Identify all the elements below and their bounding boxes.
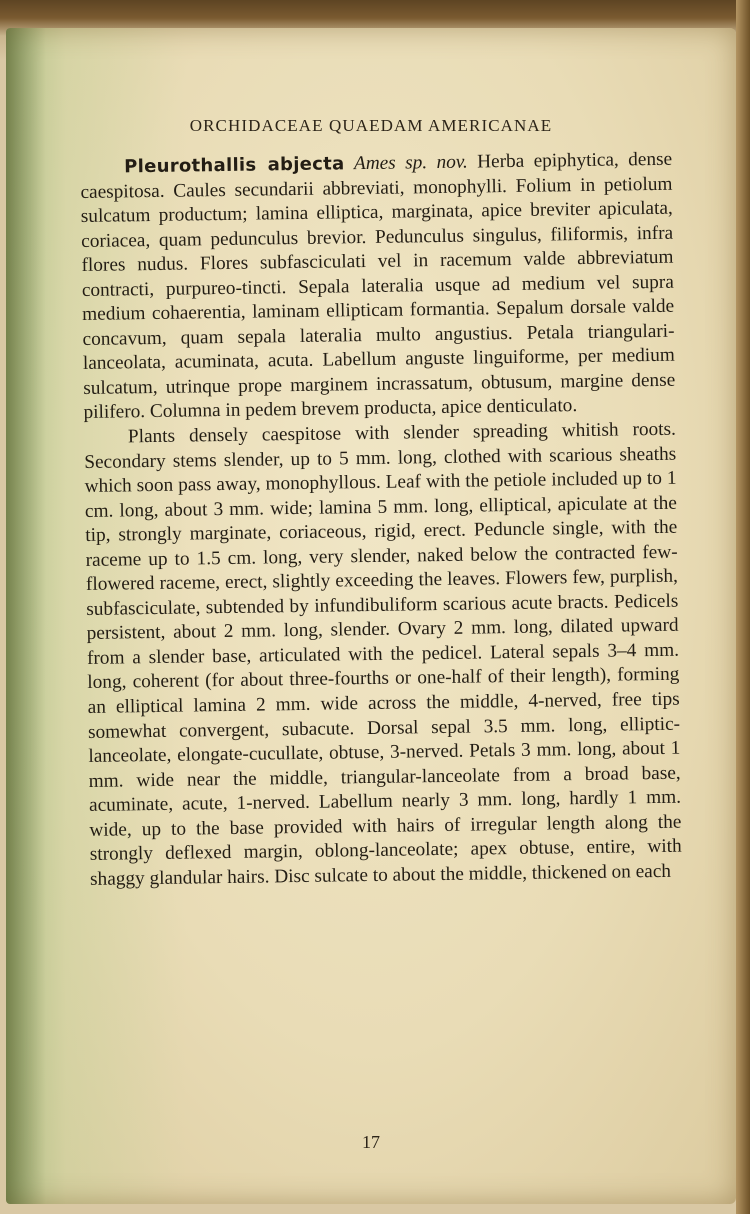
- book-page: [6, 28, 736, 1204]
- english-description: Plants densely caespitose with slender spreading whitish roots. Secondary stems slender, up to 5 mm. long, clothed with scarious sheaths which soon pass away, monophyllous. Leaf with the petiole included up to 1 cm. long, about 3 mm. wide; lamina 5 mm. long, elliptical, apiculate at the tip, strongly marginate, coriaceous, rigid, erect. Peduncle single, with the raceme up to 1.5 cm. long, very slender, naked below the contracted few-flowered raceme, erect, slightly exceeding the leaves. Flowers few, purplish, subfasciculate, subtended by infundibuliform scarious acute bracts. Pedicels persistent, about 2 mm. long, slender. Ovary 2 mm. long, dilated upward from a slender base, articulated with the pedicel. Lateral sepals 3–4 mm. long, coherent (for about three-fourths or one-half of their length), forming an elliptical lamina 2 mm. wide across the middle, 4-nerved, free tips somewhat convergent, subacute. Dorsal sepal 3.5 mm. long, elliptic-lanceolate, elongate-cucullate, obtuse, 3-nerved. Petals 3 mm. long, about 1 mm. wide near the middle, triangular-lanceolate from a broad base, acuminate, acute, 1-nerved. Labellum nearly 3 mm. long, hardly 1 mm. wide, up to the base provided with hairs of irregular length along the strongly deflexed margin, oblong-lanceolate; apex obtuse, entire, with shaggy glandular hairs. Disc sulcate to about the middle, thickened on each: [84, 418, 682, 890]
- latin-diagnosis: Herba epiphytica, dense caespitosa. Caules secundarii abbreviati, monophylli. Folium in petiolum sulcatum productum; lamina elliptica, marginata, apice breviter apiculata, coriacea, quam pedunculus brevior. Pedunculus singulus, filiformis, infra flores nudus. Flores subfasciculati vel in racemum valde abbreviatum contracti, purpureo-tincti. Sepala lateralia usque ad medium vel supra medium cohaerentia, laminam ellipticam formantia. Sepalum dorsale valde concavum, quam sepala lateralia multo angustius. Petala triangulari-lanceolata, acuminata, acuta. Labellum anguste linguiforme, per medium sulcatum, utrinque prope marginem incrassatum, obtusum, margine dense pilifero. Columna in pedem brevem producta, apice denticulato.: [80, 148, 676, 424]
- page-edge: [736, 0, 750, 1214]
- page-number: 17: [362, 1132, 380, 1152]
- species-name: Pleurothallis abjecta: [124, 153, 345, 178]
- running-head: ORCHIDACEAE QUAEDAM AMERICANAE: [189, 116, 553, 135]
- page-body: [80, 148, 682, 893]
- gutter-shadow: [6, 28, 46, 1204]
- species-authority: Ames sp. nov.: [353, 151, 468, 175]
- latin-description: [80, 148, 676, 426]
